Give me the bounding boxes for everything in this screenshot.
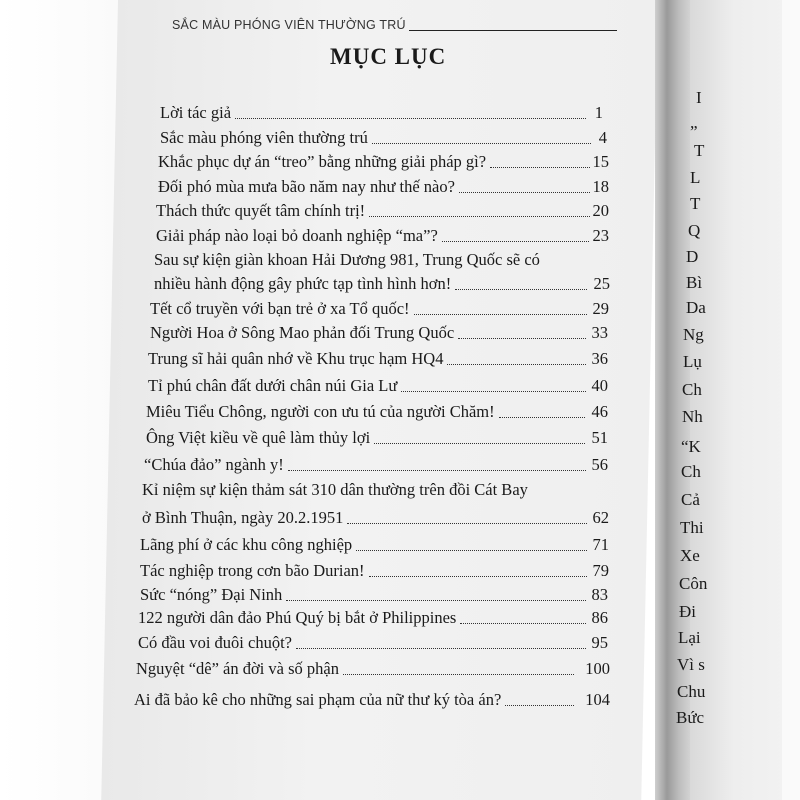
toc-leader-dots [460, 623, 586, 624]
toc-entry-title: Trung sĩ hải quân nhớ về Khu trục hạm HQ4 [148, 349, 444, 368]
toc-leader-dots [401, 391, 586, 392]
toc-page-number: 4 [598, 128, 607, 147]
toc-page-number: 46 [591, 402, 608, 421]
facing-page-line: „ [690, 113, 698, 132]
toc-leader-dots [499, 417, 585, 418]
toc-entry-title: Ai đã bảo kê cho những sai phạm của nữ thư ký tòa án? [134, 690, 502, 709]
facing-page-line: T [694, 141, 705, 160]
toc-leader-dots [347, 523, 587, 524]
toc-entry-title: ở Bình Thuận, ngày 20.2.1951 [142, 508, 344, 527]
facing-page-line: Da [686, 298, 706, 317]
toc-entry [150, 323, 608, 343]
toc-entry-title: Lời tác giả [160, 103, 232, 122]
toc-entry-title: Sức “nóng” Đại Ninh [140, 585, 283, 604]
toc-entry-title: Giải pháp nào loại bỏ doanh nghiệp “ma”? [156, 226, 438, 245]
toc-entry [134, 690, 610, 710]
toc-entry [150, 299, 609, 319]
facing-page-line: Q [688, 221, 701, 240]
toc-entry-title-line1: Sau sự kiện giàn khoan Hải Dương 981, Trung Quốc sẽ có [154, 250, 540, 269]
toc-entry-title: Thách thức quyết tâm chính trị! [156, 201, 366, 220]
toc-leader-dots [286, 600, 586, 601]
toc-page-number: 83 [591, 585, 608, 604]
toc-entry-title: Đối phó mùa mưa bão năm nay như thế nào? [158, 177, 455, 196]
facing-page-line: Xe [680, 546, 700, 565]
toc-leader-dots [296, 648, 586, 649]
toc-entry-title: Có đầu voi đuôi chuột? [138, 633, 292, 652]
toc-page-number: 56 [591, 455, 608, 474]
toc-leader-dots [459, 192, 590, 193]
toc-leader-dots [372, 143, 591, 144]
toc-entry-title: Nguyệt “dê” án đời và số phận [136, 659, 339, 678]
toc-leader-dots [490, 167, 590, 168]
toc-entry-title: 122 người dân đảo Phú Quý bị bắt ở Philippines [138, 608, 457, 627]
toc-title: MỤC LỤC [330, 44, 447, 69]
toc-page-number: 104 [585, 690, 610, 709]
facing-page-line: T [690, 194, 701, 213]
toc-page-number: 18 [592, 177, 609, 196]
toc-leader-dots [458, 338, 586, 339]
toc-entry [142, 508, 609, 528]
facing-page-line: Ch [682, 380, 702, 399]
toc-entry-title: Người Hoa ở Sông Mao phản đối Trung Quốc [150, 323, 455, 342]
toc-page-number: 62 [592, 508, 609, 527]
facing-page-line: Bì [686, 273, 703, 292]
facing-page-line: “K [681, 437, 701, 456]
toc-leader-dots [442, 241, 589, 242]
toc-entry-title: Sắc màu phóng viên thường trú [160, 128, 368, 147]
toc-entry [158, 152, 609, 172]
toc-entry-title: Miêu Tiểu Chông, người con ưu tú của người Chăm! [146, 402, 495, 421]
toc-entry [160, 128, 607, 148]
facing-page-line: Lụ [683, 352, 702, 371]
toc-entry-title: Lãng phí ở các khu công nghiệp [140, 535, 353, 554]
toc-page-number: 51 [591, 428, 608, 447]
toc-page-number: 86 [591, 608, 608, 627]
toc-entry [144, 455, 608, 475]
toc-leader-dots [505, 705, 574, 706]
toc-entry-title-line1: Kỉ niệm sự kiện thảm sát 310 dân thường trên đồi Cát Bay [142, 480, 528, 499]
toc-entry [138, 608, 608, 628]
toc-page-number: 20 [592, 201, 609, 220]
toc-page-number: 100 [585, 659, 610, 678]
toc-page-number: 36 [591, 349, 608, 368]
facing-page-line: Vì s [677, 655, 705, 674]
toc-entry-title: Tết cổ truyền với bạn trẻ ở xa Tổ quốc! [150, 299, 410, 318]
facing-page-line: I [696, 88, 702, 107]
facing-page-line: Thi [680, 518, 704, 537]
toc-entry-title: Khắc phục dự án “treo” bằng những giải pháp gì? [158, 152, 487, 171]
toc-leader-dots [374, 443, 585, 444]
toc-leader-dots [369, 216, 590, 217]
toc-page-number: 25 [593, 274, 610, 293]
toc-entry [158, 177, 609, 197]
toc-page-number: 40 [591, 376, 608, 395]
running-title: SẮC MÀU PHÓNG VIÊN THƯỜNG TRÚ [172, 18, 406, 32]
toc-entry-title: Ông Việt kiều về quê làm thủy lợi [146, 428, 371, 447]
toc-entry [154, 274, 610, 294]
toc-page-number: 33 [591, 323, 608, 342]
facing-page-line: Lại [678, 628, 701, 647]
toc-page-number: 15 [592, 152, 609, 171]
toc-leader-dots [288, 470, 586, 471]
facing-page-line: Đi [679, 602, 696, 621]
toc-leader-dots [455, 289, 587, 290]
toc-entry-title: nhiều hành động gây phức tạp tình hình hơn! [154, 274, 452, 293]
toc-page-number: 79 [592, 561, 609, 580]
facing-page-line: L [690, 168, 701, 187]
facing-page-line: Côn [679, 574, 708, 593]
toc-leader-dots [447, 364, 586, 365]
facing-page-line: Ng [683, 325, 704, 344]
facing-page-line: Ch [681, 462, 701, 481]
toc-entry [148, 376, 608, 396]
toc-page-number: 23 [592, 226, 609, 245]
toc-entry [160, 103, 603, 123]
toc-entry [156, 201, 609, 221]
toc-page-number: 29 [592, 299, 609, 318]
toc-entry [156, 226, 609, 246]
toc-entry-title: Tác nghiệp trong cơn bão Durian! [140, 561, 365, 580]
facing-page-line: D [686, 247, 699, 266]
toc-page-number: 71 [592, 535, 609, 554]
toc-leader-dots [343, 674, 574, 675]
toc-page-number: 95 [591, 633, 608, 652]
facing-page-line: Chu [677, 682, 706, 701]
toc-entry-title: Tỉ phú chân đất dưới chân núi Gia Lư [148, 376, 398, 395]
toc-entry [138, 633, 608, 653]
toc-entry [140, 535, 609, 555]
toc-entry [146, 428, 608, 448]
toc-entry [148, 349, 608, 369]
toc-leader-dots [414, 314, 587, 315]
toc-leader-dots [369, 576, 587, 577]
toc-entry [146, 402, 608, 422]
toc-page-number: 1 [594, 103, 603, 122]
toc-entry-title: “Chúa đảo” ngành y! [144, 455, 284, 474]
facing-page-line: Bức [676, 708, 705, 727]
toc-entry [140, 561, 609, 581]
facing-page-line: Nh [682, 407, 703, 426]
toc-entry [136, 659, 610, 679]
facing-page-line: Cả [681, 490, 700, 509]
toc-entry [140, 585, 608, 605]
toc-leader-dots [356, 550, 587, 551]
toc-leader-dots [235, 118, 586, 119]
